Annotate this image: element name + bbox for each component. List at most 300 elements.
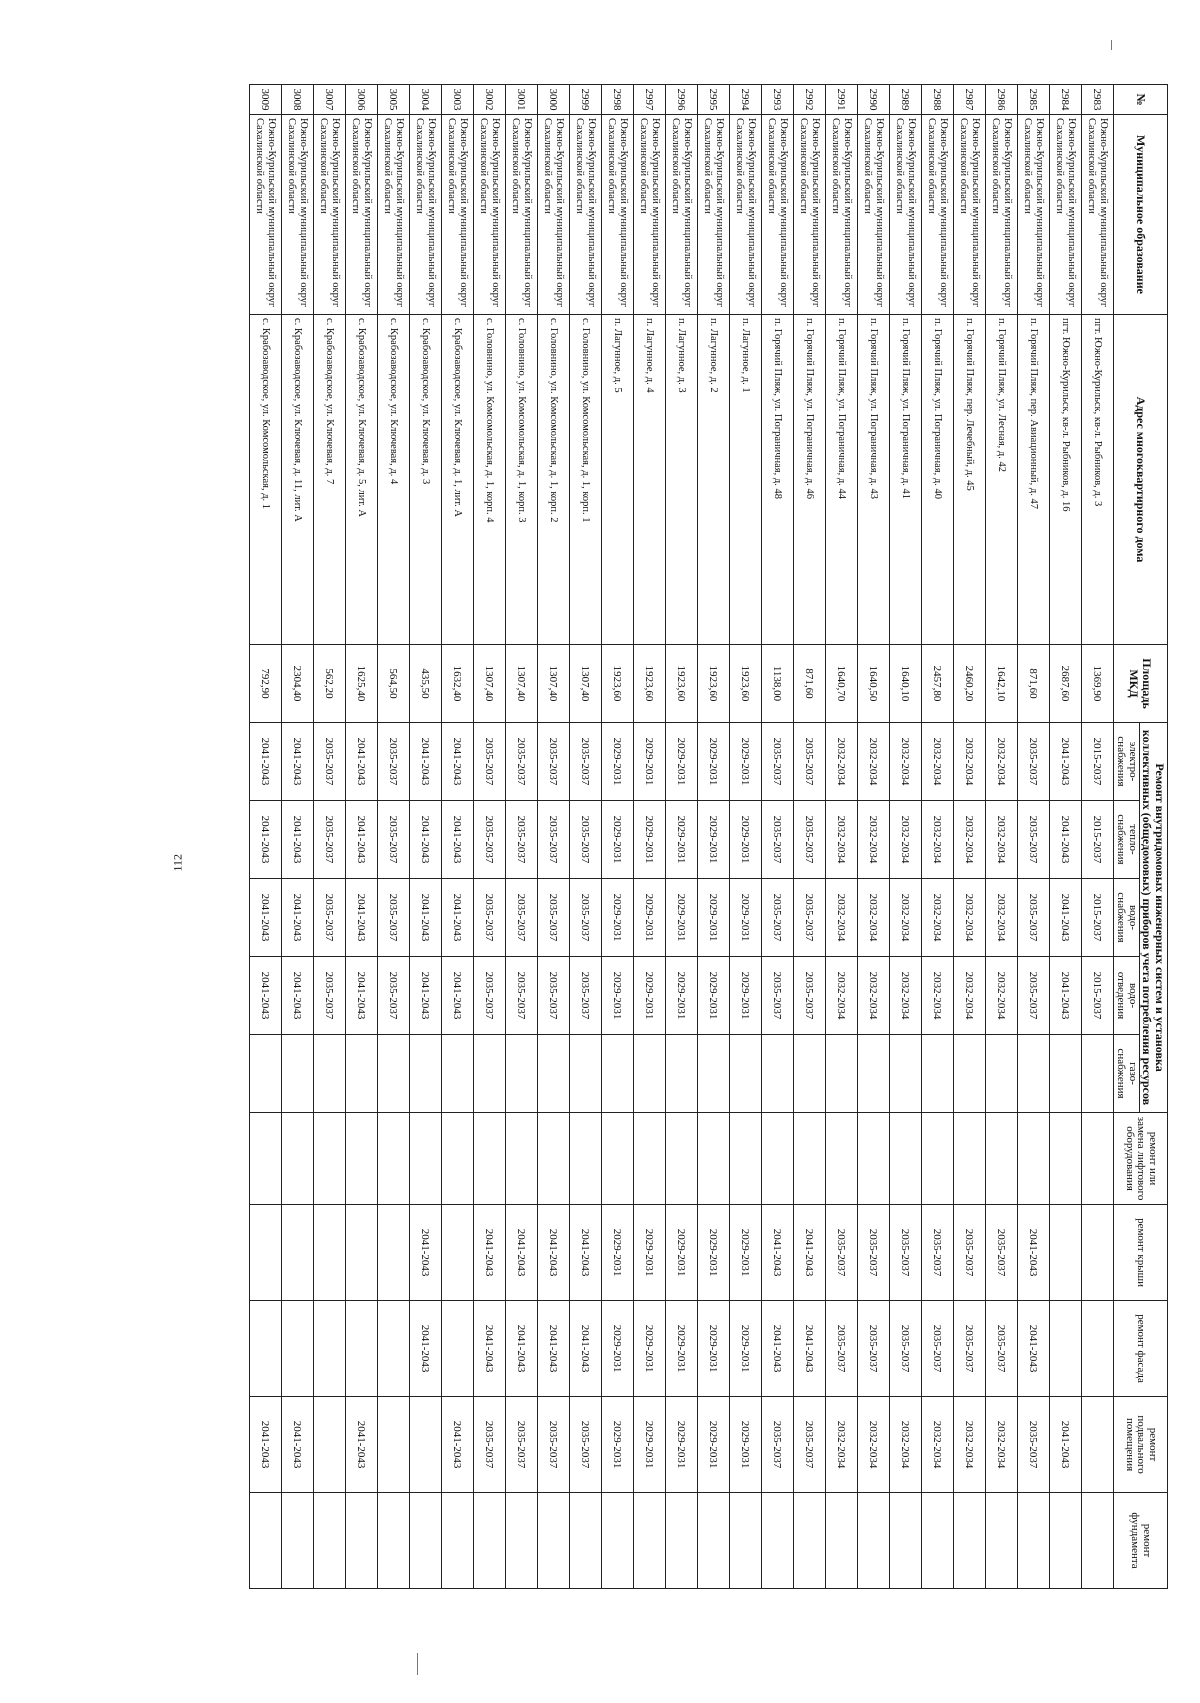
cell-mo: Южно-Курильский муниципальный округ Сахалинской области [793, 115, 825, 315]
cell-address: п. Лагунное, д. 1 [729, 315, 761, 645]
cell-electro: 2029-2031 [729, 723, 761, 801]
cell-lift [697, 1113, 729, 1205]
cell-address: с. Головнино, ул. Комсомольская, д. 1, корп. 4 [473, 315, 505, 645]
cell-vodosnab: 2041-2043 [345, 879, 377, 957]
cell-lift [921, 1113, 953, 1205]
cell-facade: 2035-2037 [889, 1301, 921, 1397]
cell-address: п. Лагунное, д. 3 [665, 315, 697, 645]
table-row [409, 85, 441, 1589]
cell-foundation [569, 1493, 601, 1589]
table-header [1113, 85, 1167, 1589]
cell-roof: 2041-2043 [505, 1205, 537, 1301]
cell-electro: 2041-2043 [345, 723, 377, 801]
cell-mo: Южно-Курильский муниципальный округ Сахалинской области [633, 115, 665, 315]
cell-gaz [985, 1035, 1017, 1113]
cell-facade: 2035-2037 [857, 1301, 889, 1397]
cell-vodootv: 2029-2031 [729, 957, 761, 1035]
document-table-container [255, 84, 1168, 1588]
cell-facade: 2029-2031 [697, 1301, 729, 1397]
cell-mo: Южно-Курильский муниципальный округ Сахалинской области [761, 115, 793, 315]
cell-address: п. Горячий Пляж, пер. Авиационный, д. 47 [1017, 315, 1049, 645]
cell-area: 1640,50 [857, 645, 889, 723]
cell-mo: Южно-Курильский муниципальный округ Сахалинской области [1081, 115, 1113, 315]
cell-gaz [281, 1035, 313, 1113]
cell-address: с. Головнино, ул. Комсомольская, д. 1, корп. 2 [537, 315, 569, 645]
cell-basement: 2041-2043 [281, 1397, 313, 1493]
cell-roof: 2029-2031 [697, 1205, 729, 1301]
cell-no: 3005 [377, 85, 409, 115]
cell-lift [857, 1113, 889, 1205]
cell-no: 3002 [473, 85, 505, 115]
table-row [313, 85, 345, 1589]
cell-area: 2304,40 [281, 645, 313, 723]
cell-no: 3004 [409, 85, 441, 115]
cell-vodosnab: 2041-2043 [409, 879, 441, 957]
cell-gaz [409, 1035, 441, 1113]
cell-facade [281, 1301, 313, 1397]
cell-gaz [313, 1035, 345, 1113]
cell-basement: 2029-2031 [729, 1397, 761, 1493]
cell-gaz [665, 1035, 697, 1113]
cell-roof [345, 1205, 377, 1301]
cell-electro: 2041-2043 [249, 723, 281, 801]
table-row [1049, 85, 1081, 1589]
table-row [345, 85, 377, 1589]
cell-address: с. Головнино, ул. Комсомольская, д. 1, корп. 1 [569, 315, 601, 645]
cell-vodosnab: 2035-2037 [313, 879, 345, 957]
cell-facade: 2041-2043 [569, 1301, 601, 1397]
table-row [697, 85, 729, 1589]
cell-no: 2998 [601, 85, 633, 115]
cell-gaz [953, 1035, 985, 1113]
cell-area: 435,50 [409, 645, 441, 723]
cell-electro: 2035-2037 [505, 723, 537, 801]
cell-facade: 2041-2043 [1017, 1301, 1049, 1397]
cell-vodootv: 2015-2037 [1081, 957, 1113, 1035]
cell-basement [1081, 1397, 1113, 1493]
table-row [665, 85, 697, 1589]
cell-teplo: 2041-2043 [345, 801, 377, 879]
header-facade: ремонт фасада [1113, 1301, 1167, 1397]
cell-basement: 2035-2037 [473, 1397, 505, 1493]
cell-foundation [345, 1493, 377, 1589]
cell-electro: 2035-2037 [793, 723, 825, 801]
cell-no: 2986 [985, 85, 1017, 115]
cell-foundation [505, 1493, 537, 1589]
cell-no: 3009 [249, 85, 281, 115]
cell-mo: Южно-Курильский муниципальный округ Сахалинской области [537, 115, 569, 315]
cell-lift [985, 1113, 1017, 1205]
cell-roof: 2035-2037 [857, 1205, 889, 1301]
header-no: № [1113, 85, 1167, 115]
cell-gaz [601, 1035, 633, 1113]
cell-foundation [537, 1493, 569, 1589]
cell-foundation [857, 1493, 889, 1589]
cell-basement: 2035-2037 [537, 1397, 569, 1493]
cell-area: 2460,20 [953, 645, 985, 723]
cell-no: 3001 [505, 85, 537, 115]
cell-vodosnab: 2041-2043 [281, 879, 313, 957]
cell-vodosnab: 2041-2043 [441, 879, 473, 957]
cell-mo: Южно-Курильский муниципальный округ Сахалинской области [921, 115, 953, 315]
header-mo: Муниципальное образование [1113, 115, 1167, 315]
cell-vodootv: 2041-2043 [441, 957, 473, 1035]
repair-schedule-table [249, 84, 1168, 1589]
cell-roof: 2041-2043 [761, 1205, 793, 1301]
cell-foundation [921, 1493, 953, 1589]
cell-mo: Южно-Курильский муниципальный округ Сахалинской области [1017, 115, 1049, 315]
cell-electro: 2035-2037 [1017, 723, 1049, 801]
cell-address: п. Горячий Пляж, ул. Пограничная, д. 43 [857, 315, 889, 645]
cell-no: 2999 [569, 85, 601, 115]
table-row [377, 85, 409, 1589]
cell-no: 2995 [697, 85, 729, 115]
cell-address: с. Крабозаводское, ул. Ключевая, д. 3 [409, 315, 441, 645]
cell-lift [505, 1113, 537, 1205]
cell-no: 2985 [1017, 85, 1049, 115]
cell-roof [377, 1205, 409, 1301]
cell-vodootv: 2035-2037 [1017, 957, 1049, 1035]
cell-teplo: 2029-2031 [665, 801, 697, 879]
table-row [921, 85, 953, 1589]
header-roof: ремонт крыши [1113, 1205, 1167, 1301]
cell-address: с. Крабозаводское, ул. Ключевая, д. 1, лит. А [441, 315, 473, 645]
cell-roof [441, 1205, 473, 1301]
cell-electro: 2041-2043 [409, 723, 441, 801]
cell-mo: Южно-Курильский муниципальный округ Сахалинской области [729, 115, 761, 315]
cell-roof: 2035-2037 [825, 1205, 857, 1301]
cell-vodootv: 2035-2037 [569, 957, 601, 1035]
cell-gaz [249, 1035, 281, 1113]
cell-vodootv: 2035-2037 [313, 957, 345, 1035]
cell-teplo: 2035-2037 [569, 801, 601, 879]
cell-teplo: 2032-2034 [921, 801, 953, 879]
table-row [729, 85, 761, 1589]
cell-electro: 2041-2043 [1049, 723, 1081, 801]
cell-vodosnab: 2035-2037 [793, 879, 825, 957]
cell-teplo: 2029-2031 [601, 801, 633, 879]
cell-gaz [1049, 1035, 1081, 1113]
cell-vodootv: 2035-2037 [761, 957, 793, 1035]
cell-foundation [1081, 1493, 1113, 1589]
cell-lift [953, 1113, 985, 1205]
cell-lift [825, 1113, 857, 1205]
cell-electro: 2035-2037 [473, 723, 505, 801]
cell-gaz [473, 1035, 505, 1113]
cell-address: п. Горячий Пляж, ул. Лесная, д. 42 [985, 315, 1017, 645]
cell-vodosnab: 2035-2037 [537, 879, 569, 957]
cell-foundation [1017, 1493, 1049, 1589]
cell-foundation [953, 1493, 985, 1589]
cell-facade: 2035-2037 [825, 1301, 857, 1397]
cell-foundation [377, 1493, 409, 1589]
cell-vodootv: 2029-2031 [633, 957, 665, 1035]
cell-roof: 2041-2043 [473, 1205, 505, 1301]
cell-roof: 2029-2031 [665, 1205, 697, 1301]
cell-electro: 2032-2034 [825, 723, 857, 801]
cell-electro: 2032-2034 [985, 723, 1017, 801]
cell-address: с. Крабозаводское, ул. Ключевая, д. 5, лит. А [345, 315, 377, 645]
cell-gaz [537, 1035, 569, 1113]
cell-foundation [665, 1493, 697, 1589]
cell-basement: 2032-2034 [825, 1397, 857, 1493]
cell-mo: Южно-Курильский муниципальный округ Сахалинской области [505, 115, 537, 315]
table-row [537, 85, 569, 1589]
cell-vodosnab: 2032-2034 [953, 879, 985, 957]
cell-roof: 2029-2031 [729, 1205, 761, 1301]
cell-vodosnab: 2032-2034 [825, 879, 857, 957]
cell-facade: 2029-2031 [633, 1301, 665, 1397]
cell-facade: 2029-2031 [601, 1301, 633, 1397]
cell-gaz [1017, 1035, 1049, 1113]
cell-mo: Южно-Курильский муниципальный округ Сахалинской области [441, 115, 473, 315]
cell-no: 2997 [633, 85, 665, 115]
cell-mo: Южно-Курильский муниципальный округ Сахалинской области [665, 115, 697, 315]
cell-roof [249, 1205, 281, 1301]
cell-vodosnab: 2029-2031 [633, 879, 665, 957]
cell-teplo: 2029-2031 [729, 801, 761, 879]
cell-roof [313, 1205, 345, 1301]
cell-foundation [249, 1493, 281, 1589]
cell-gaz [921, 1035, 953, 1113]
cell-area: 562,20 [313, 645, 345, 723]
header-lift: ремонт или замена лифтового оборудования [1113, 1113, 1167, 1205]
cell-foundation [761, 1493, 793, 1589]
scan-mark [1111, 40, 1112, 50]
cell-area: 1307,40 [505, 645, 537, 723]
cell-no: 3003 [441, 85, 473, 115]
table-row [889, 85, 921, 1589]
cell-area: 1923,60 [729, 645, 761, 723]
cell-mo: Южно-Курильский муниципальный округ Сахалинской области [569, 115, 601, 315]
cell-gaz [729, 1035, 761, 1113]
cell-basement: 2029-2031 [601, 1397, 633, 1493]
cell-gaz [825, 1035, 857, 1113]
cell-foundation [1049, 1493, 1081, 1589]
cell-area: 1307,40 [473, 645, 505, 723]
cell-lift [1017, 1113, 1049, 1205]
cell-basement: 2041-2043 [345, 1397, 377, 1493]
cell-foundation [985, 1493, 1017, 1589]
cell-roof: 2041-2043 [1017, 1205, 1049, 1301]
cell-no: 2991 [825, 85, 857, 115]
cell-vodosnab: 2032-2034 [889, 879, 921, 957]
cell-mo: Южно-Курильский муниципальный округ Сахалинской области [281, 115, 313, 315]
cell-vodosnab: 2035-2037 [377, 879, 409, 957]
cell-roof: 2035-2037 [889, 1205, 921, 1301]
cell-lift [1081, 1113, 1113, 1205]
cell-no: 2983 [1081, 85, 1113, 115]
cell-teplo: 2041-2043 [441, 801, 473, 879]
cell-facade [345, 1301, 377, 1397]
cell-address: п. Горячий Пляж, ул. Пограничная, д. 46 [793, 315, 825, 645]
cell-teplo: 2035-2037 [1017, 801, 1049, 879]
cell-address: п. Горячий Пляж, ул. Пограничная, д. 44 [825, 315, 857, 645]
cell-area: 871,60 [1017, 645, 1049, 723]
table-row [633, 85, 665, 1589]
cell-area: 2687,60 [1049, 645, 1081, 723]
cell-teplo: 2035-2037 [537, 801, 569, 879]
cell-address: п. Лагунное, д. 4 [633, 315, 665, 645]
cell-electro: 2029-2031 [697, 723, 729, 801]
cell-basement: 2035-2037 [761, 1397, 793, 1493]
cell-lift [377, 1113, 409, 1205]
cell-facade [1081, 1301, 1113, 1397]
cell-address: п. Лагунное, д. 2 [697, 315, 729, 645]
cell-mo: Южно-Курильский муниципальный округ Сахалинской области [985, 115, 1017, 315]
cell-electro: 2032-2034 [921, 723, 953, 801]
cell-foundation [473, 1493, 505, 1589]
cell-vodosnab: 2029-2031 [665, 879, 697, 957]
cell-no: 2989 [889, 85, 921, 115]
table-row [473, 85, 505, 1589]
cell-lift [729, 1113, 761, 1205]
cell-roof: 2035-2037 [953, 1205, 985, 1301]
cell-electro: 2015-2037 [1081, 723, 1113, 801]
cell-vodootv: 2032-2034 [825, 957, 857, 1035]
table-row [985, 85, 1017, 1589]
cell-mo: Южно-Курильский муниципальный округ Сахалинской области [249, 115, 281, 315]
cell-address: п. Горячий Пляж, ул. Пограничная, д. 48 [761, 315, 793, 645]
cell-teplo: 2032-2034 [889, 801, 921, 879]
cell-vodosnab: 2035-2037 [569, 879, 601, 957]
cell-electro: 2041-2043 [281, 723, 313, 801]
cell-facade [1049, 1301, 1081, 1397]
cell-mo: Южно-Курильский муниципальный округ Сахалинской области [857, 115, 889, 315]
cell-basement: 2035-2037 [793, 1397, 825, 1493]
cell-facade: 2029-2031 [665, 1301, 697, 1397]
header-vodootv: водо-отведения [1113, 957, 1139, 1035]
cell-gaz [441, 1035, 473, 1113]
table-row [857, 85, 889, 1589]
cell-roof: 2029-2031 [633, 1205, 665, 1301]
cell-roof: 2041-2043 [793, 1205, 825, 1301]
cell-lift [345, 1113, 377, 1205]
cell-vodosnab: 2035-2037 [505, 879, 537, 957]
cell-mo: Южно-Курильский муниципальный округ Сахалинской области [345, 115, 377, 315]
cell-vodootv: 2041-2043 [281, 957, 313, 1035]
cell-facade: 2041-2043 [409, 1301, 441, 1397]
cell-teplo: 2035-2037 [377, 801, 409, 879]
cell-foundation [441, 1493, 473, 1589]
cell-teplo: 2035-2037 [761, 801, 793, 879]
cell-lift [601, 1113, 633, 1205]
cell-vodootv: 2032-2034 [921, 957, 953, 1035]
cell-vodootv: 2035-2037 [377, 957, 409, 1035]
cell-mo: Южно-Курильский муниципальный округ Сахалинской области [377, 115, 409, 315]
cell-no: 2994 [729, 85, 761, 115]
cell-no: 2993 [761, 85, 793, 115]
cell-facade [441, 1301, 473, 1397]
cell-basement: 2029-2031 [665, 1397, 697, 1493]
cell-foundation [409, 1493, 441, 1589]
cell-lift [441, 1113, 473, 1205]
cell-no: 2988 [921, 85, 953, 115]
cell-roof [1081, 1205, 1113, 1301]
table-row [249, 85, 281, 1589]
table-row [569, 85, 601, 1589]
cell-address: пгт. Южно-Курильск, кв-л. Рыбников, д. 3 [1081, 315, 1113, 645]
cell-basement: 2035-2037 [569, 1397, 601, 1493]
table-row [601, 85, 633, 1589]
cell-lift [281, 1113, 313, 1205]
table-row [825, 85, 857, 1589]
cell-gaz [345, 1035, 377, 1113]
cell-roof: 2041-2043 [409, 1205, 441, 1301]
cell-vodootv: 2035-2037 [537, 957, 569, 1035]
header-address: Адрес многоквартирного дома [1113, 315, 1167, 645]
cell-lift [1049, 1113, 1081, 1205]
cell-vodosnab: 2029-2031 [697, 879, 729, 957]
cell-teplo: 2029-2031 [697, 801, 729, 879]
cell-gaz [761, 1035, 793, 1113]
cell-teplo: 2041-2043 [249, 801, 281, 879]
cell-area: 1307,40 [569, 645, 601, 723]
cell-roof: 2035-2037 [921, 1205, 953, 1301]
cell-address: пгт. Южно-Курильск, кв-л. Рыбников, д. 16 [1049, 315, 1081, 645]
cell-roof: 2035-2037 [985, 1205, 1017, 1301]
cell-no: 2990 [857, 85, 889, 115]
cell-area: 1625,40 [345, 645, 377, 723]
cell-mo: Южно-Курильский муниципальный округ Сахалинской области [313, 115, 345, 315]
cell-teplo: 2035-2037 [793, 801, 825, 879]
cell-teplo: 2035-2037 [473, 801, 505, 879]
table-row [761, 85, 793, 1589]
cell-vodootv: 2029-2031 [601, 957, 633, 1035]
cell-gaz [793, 1035, 825, 1113]
header-systems-group: Ремонт внутридомовых инженерных систем и установка коллективных (общедомовых) приборов учета потребления ресурсов [1139, 723, 1167, 1113]
cell-basement: 2041-2043 [1049, 1397, 1081, 1493]
cell-foundation [313, 1493, 345, 1589]
cell-teplo: 2032-2034 [985, 801, 1017, 879]
cell-basement: 2032-2034 [889, 1397, 921, 1493]
cell-teplo: 2032-2034 [825, 801, 857, 879]
cell-gaz [889, 1035, 921, 1113]
cell-facade: 2041-2043 [505, 1301, 537, 1397]
cell-area: 2457,80 [921, 645, 953, 723]
cell-basement: 2035-2037 [1017, 1397, 1049, 1493]
cell-roof: 2029-2031 [601, 1205, 633, 1301]
cell-gaz [633, 1035, 665, 1113]
page-number: 112 [170, 853, 185, 872]
cell-electro: 2035-2037 [569, 723, 601, 801]
cell-area: 1640,10 [889, 645, 921, 723]
cell-basement [409, 1397, 441, 1493]
cell-address: с. Крабозаводское, ул. Ключевая, д. 7 [313, 315, 345, 645]
cell-vodootv: 2029-2031 [665, 957, 697, 1035]
cell-electro: 2032-2034 [857, 723, 889, 801]
cell-area: 564,50 [377, 645, 409, 723]
cell-address: с. Крабозаводское, ул. Ключевая, д. 11, лит. А [281, 315, 313, 645]
cell-mo: Южно-Курильский муниципальный округ Сахалинской области [697, 115, 729, 315]
table-body [249, 85, 1113, 1589]
cell-basement: 2032-2034 [857, 1397, 889, 1493]
header-foundation: ремонт фундамента [1113, 1493, 1167, 1589]
cell-basement [377, 1397, 409, 1493]
cell-roof [1049, 1205, 1081, 1301]
cell-facade: 2035-2037 [953, 1301, 985, 1397]
table-row [505, 85, 537, 1589]
cell-lift [473, 1113, 505, 1205]
cell-vodootv: 2029-2031 [697, 957, 729, 1035]
cell-vodosnab: 2041-2043 [249, 879, 281, 957]
cell-electro: 2035-2037 [537, 723, 569, 801]
cell-no: 3006 [345, 85, 377, 115]
cell-area: 1138,00 [761, 645, 793, 723]
cell-address: с. Крабозаводское, ул. Комсомольская, д. 1 [249, 315, 281, 645]
cell-area: 1923,60 [665, 645, 697, 723]
cell-vodosnab: 2035-2037 [761, 879, 793, 957]
